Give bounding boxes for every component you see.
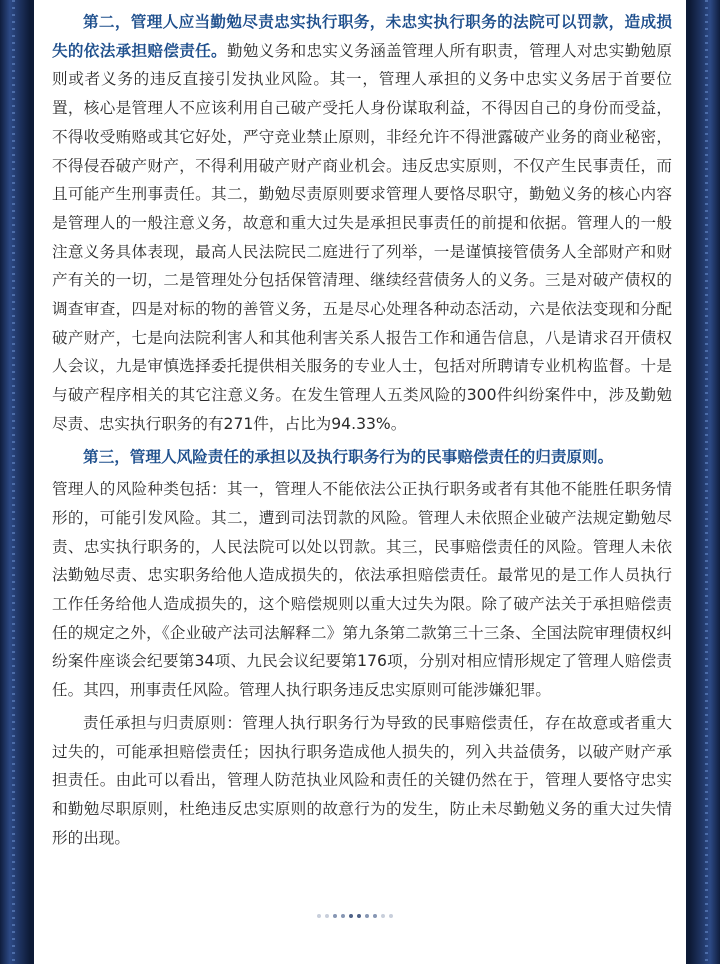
divider-dot	[333, 914, 337, 918]
paragraph-section-3-heading	[52, 443, 672, 472]
decorative-dot-divider	[317, 912, 407, 920]
frame-edge-left	[12, 0, 15, 964]
divider-dot	[341, 914, 345, 918]
paragraph-section-2	[52, 8, 672, 439]
divider-dot	[349, 914, 353, 918]
section-2-body: 勤勉义务和忠实义务涵盖管理人所有职责，管理人对忠实勤勉原则或者义务的违反直接引发执业风险。其一，管理人承担的义务中忠实义务居于首要位置，核心是管理人不应该利用自己破产受托人身份谋取利益，不得因自己的身份而受益，不得收受贿赂或其它好处，严守竞业禁止原则，非经允许不得泄露破产业务的商业秘密，不得侵吞破产财产，不得利用破产财产商业机会。违反忠实原则，不仅产生民事责任，而且可能产生刑事责任。其二，勤勉尽责原则要求管理人要恪尽职守，勤勉义务的核心内容是管理人的一般注意义务，故意和重大过失是承担民事责任的前提和依据。管理人的一般注意义务具体表现，最高人民法院民二庭进行了列举，一是谨慎接管债务人全部财产和财产有关的一切，二是管理处分包括保管清理、继续经营债务人的义务。三是对破产债权的调查审查，四是对标的物的善管义务，五是尽心处理各种动态活动，六是依法变现和分配破产财产，七是向法院利害人和其他利害关系人报告工作和通告信息，八是请求召开债权人会议，九是审慎选择委托提供相关服务的专业人士，包括对所聘请专业机构监督。十是与破产程序相关的其它注意义务。在发生管理人五类风险的300件纠纷案件中，涉及勤勉尽责、忠实执行职务的有271件，占比为94.33%。	[52, 41, 672, 433]
divider-dot	[373, 914, 377, 918]
section-3-heading: 第三，管理人风险责任的承担以及执行职务行为的民事赔偿责任的归责原则。	[83, 447, 614, 466]
divider-dot	[357, 914, 361, 918]
section-2-heading: 第二，管理人应当勤勉尽责忠实执行职务，未忠实执行职务的法院可以罚款，造成损失的依法承担赔偿责任。	[52, 13, 672, 60]
paragraph-section-3-body: 管理人的风险种类包括：其一，管理人不能依法公正执行职务或者有其他不能胜任职务情形的，可能引发风险。其二，遭到司法罚款的风险。管理人未依照企业破产法规定勤勉尽责、忠实执行职务的，人民法院可以处以罚款。其三，民事赔偿责任的风险。管理人未依法勤勉尽责、忠实职务给他人造成损失的，依法承担赔偿责任。最常见的是工作人员执行工作任务给他人造成损失的，这个赔偿规则以重大过失为限。除了破产法关于承担赔偿责任的规定之外，《企业破产法司法解释二》第九条第二款第三十三条、全国法院审理债权纠纷案件座谈会纪要第34项、九民会议纪要第176项，分别对相应情形规定了管理人赔偿责任。其四，刑事责任风险。管理人执行职务违反忠实原则可能涉嫌犯罪。	[52, 480, 672, 700]
frame-edge-right	[705, 0, 708, 964]
divider-dot	[365, 914, 369, 918]
paragraph-section-4: 责任承担与归责原则：管理人执行职务行为导致的民事赔偿责任，存在故意或者重大过失的，可能承担赔偿责任；因执行职务造成他人损失的，列入共益债务，以破产财产承担责任。由此可以看出，管理人防范执业风险和责任的关键仍然在于，管理人要恪守忠实和勤勉尽职原则，杜绝违反忠实原则的故意行为的发生，防止未尽勤勉义务的重大过失情形的出现。	[52, 713, 672, 847]
article-body	[34, 0, 686, 964]
divider-dot	[317, 914, 321, 918]
divider-dot	[389, 914, 393, 918]
divider-dot	[381, 914, 385, 918]
divider-dot	[325, 914, 329, 918]
